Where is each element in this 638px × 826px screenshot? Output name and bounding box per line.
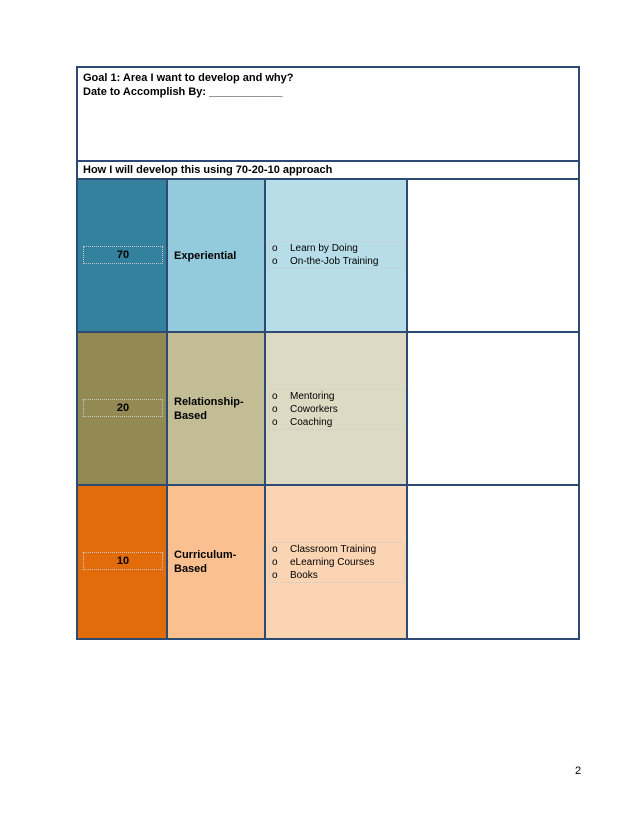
- type-label: [174, 548, 236, 576]
- list-item-text: Classroom Training: [290, 544, 377, 555]
- page-number: 2: [575, 765, 582, 777]
- percent-label: 10: [83, 552, 163, 570]
- cell-20-list: [266, 333, 408, 486]
- bullet-icon: o: [272, 256, 278, 267]
- approach-heading: How I will develop this using 70-20-10 approach: [83, 164, 333, 176]
- cell-20-type: [168, 333, 266, 486]
- list-item: [270, 543, 404, 556]
- activity-list: [269, 241, 405, 269]
- percent-label: 70: [83, 246, 163, 264]
- cell-70-notes[interactable]: [408, 180, 578, 333]
- cell-10-number: [78, 486, 168, 638]
- type-label-line: Experiential: [174, 250, 237, 262]
- goal-date-line: Date to Accomplish By: ____________: [83, 86, 283, 98]
- development-grid: [76, 180, 580, 640]
- type-label-line: Based: [174, 410, 208, 422]
- list-item: [270, 569, 404, 582]
- type-label: [174, 395, 244, 423]
- type-label-line: Relationship-: [174, 396, 244, 408]
- bullet-icon: o: [272, 570, 278, 581]
- list-item-text: Mentoring: [290, 391, 335, 402]
- bullet-icon: o: [272, 391, 278, 402]
- row-20: [78, 333, 578, 486]
- list-item-text: Coworkers: [290, 404, 338, 415]
- cell-10-notes[interactable]: [408, 486, 578, 638]
- list-item: [270, 242, 404, 255]
- percent-label: 20: [83, 399, 163, 417]
- approach-heading-bar: [76, 162, 580, 180]
- list-item-text: Books: [290, 570, 318, 581]
- cell-70-list: [266, 180, 408, 333]
- cell-70-type: [168, 180, 266, 333]
- cell-20-number: [78, 333, 168, 486]
- list-item-text: eLearning Courses: [290, 557, 375, 568]
- list-item: [270, 403, 404, 416]
- list-item: [270, 390, 404, 403]
- bullet-icon: o: [272, 417, 278, 428]
- cell-10-type: [168, 486, 266, 638]
- type-label-line: Curriculum-: [174, 549, 237, 561]
- row-10: [78, 486, 578, 639]
- cell-10-list: [266, 486, 408, 638]
- list-item: [270, 416, 404, 429]
- bullet-icon: o: [272, 557, 278, 568]
- activity-list: [269, 389, 405, 430]
- type-label: [174, 249, 236, 263]
- cell-70-number: [78, 180, 168, 333]
- list-item-text: Learn by Doing: [290, 243, 358, 254]
- list-item: [270, 255, 404, 268]
- list-item-text: On-the-Job Training: [290, 256, 379, 267]
- type-label-line: Based: [174, 563, 208, 575]
- activity-list: [269, 542, 405, 583]
- row-70: [78, 180, 578, 333]
- list-item: [270, 556, 404, 569]
- goal-title: Goal 1: Area I want to develop and why?: [83, 72, 294, 84]
- bullet-icon: o: [272, 544, 278, 555]
- goal-box: [76, 66, 580, 162]
- cell-20-notes[interactable]: [408, 333, 578, 486]
- bullet-icon: o: [272, 243, 278, 254]
- bullet-icon: o: [272, 404, 278, 415]
- list-item-text: Coaching: [290, 417, 333, 428]
